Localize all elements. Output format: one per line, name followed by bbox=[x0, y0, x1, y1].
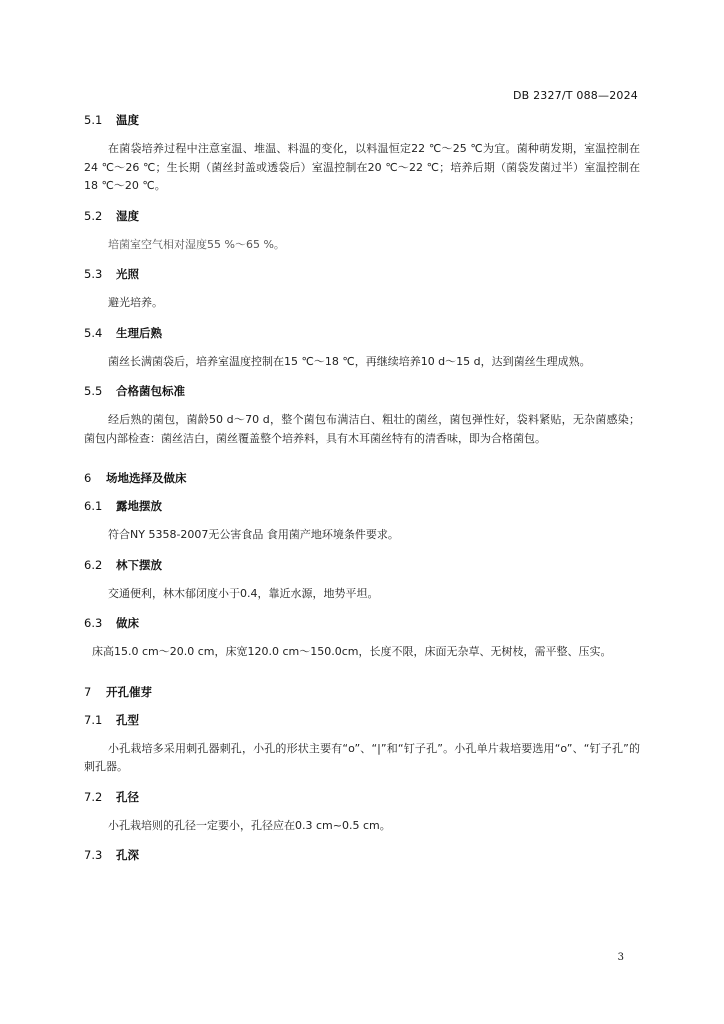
section-number: 7.3 bbox=[84, 848, 103, 862]
section-heading bbox=[84, 325, 640, 341]
section-title: 孔径 bbox=[116, 789, 139, 804]
chapter-number: 6 bbox=[84, 471, 92, 485]
page-number: 3 bbox=[617, 952, 624, 963]
section-paragraph: 在菌袋培养过程中注意室温、堆温、料温的变化，以料温恒定22 ℃～25 ℃为宜。菌种萌发期，室温控制在24 ℃～26 ℃；生长期（菌丝封盖或透袋后）室温控制在20 ℃～22 ℃；培养后期（菌袋发菌过半）室温控制在18 ℃～20 ℃。 bbox=[84, 142, 640, 192]
chapter-heading bbox=[84, 470, 640, 486]
section-title: 温度 bbox=[116, 113, 139, 127]
section-paragraph: 避光培养。 bbox=[108, 296, 163, 309]
chapter-title: 开孔催芽 bbox=[106, 684, 152, 699]
section-number: 7.1 bbox=[84, 712, 103, 727]
section-heading bbox=[84, 712, 640, 728]
section-number: 5.2 bbox=[84, 208, 103, 223]
section-paragraph: 小孔栽培则的孔径一定要小，孔径应在0.3 cm~0.5 cm。 bbox=[108, 818, 391, 832]
section-heading bbox=[84, 615, 640, 631]
section-number: 7.2 bbox=[84, 789, 103, 804]
section-title: 湿度 bbox=[116, 208, 139, 223]
section-paragraph: 经后熟的菌包，菌龄50 d～70 d，整个菌包布满洁白、粗壮的菌丝，菌包弹性好，袋料紧贴，无杂菌感染；菌包内部检查：菌丝洁白，菌丝覆盖整个培养料，具有木耳菌丝特有的清香味，即为合格菌包。 bbox=[84, 413, 640, 445]
section-paragraph: 符合NY 5358-2007无公害食品 食用菌产地环境条件要求。 bbox=[108, 528, 399, 541]
section-heading bbox=[84, 498, 640, 514]
section-heading bbox=[84, 383, 640, 399]
section-number: 5.3 bbox=[84, 267, 103, 281]
section-heading bbox=[84, 208, 640, 224]
section-paragraph: 菌丝长满菌袋后，培养室温度控制在15 ℃～18 ℃，再继续培养10 d～15 d，达到菌丝生理成熟。 bbox=[108, 354, 591, 368]
section-title: 林下摆放 bbox=[116, 557, 162, 572]
section-title: 做床 bbox=[116, 616, 139, 630]
section-paragraph: 小孔栽培多采用刺孔器刺孔，小孔的形状主要有“o”、“|”和“钉子孔”。小孔单片栽培要选用“o”、“钉子孔”的刺孔器。 bbox=[84, 741, 640, 773]
section-paragraph: 床高15.0 cm～20.0 cm，床宽120.0 cm～150.0cm，长度不限，床面无杂草、无树枝，需平整、压实。 bbox=[92, 645, 612, 658]
chapter-heading bbox=[84, 684, 640, 700]
section-heading bbox=[84, 112, 640, 128]
section-number: 6.3 bbox=[84, 616, 103, 630]
section-heading bbox=[84, 266, 640, 282]
section-title: 孔型 bbox=[116, 712, 139, 727]
section-title: 生理后熟 bbox=[116, 325, 162, 340]
section-heading bbox=[84, 557, 640, 573]
document-body bbox=[84, 112, 640, 875]
section-paragraph: 培菌室空气相对湿度55 %～65 %。 bbox=[108, 237, 285, 251]
chapter-title: 场地选择及做床 bbox=[106, 471, 187, 485]
section-title: 露地摆放 bbox=[116, 499, 162, 513]
section-number: 6.1 bbox=[84, 499, 103, 513]
section-number: 5.5 bbox=[84, 384, 103, 398]
document-code: DB 2327/T 088—2024 bbox=[512, 89, 638, 102]
section-paragraph: 交通便利，林木郁闭度小于0.4，靠近水源，地势平坦。 bbox=[108, 586, 379, 600]
chapter-number: 7 bbox=[84, 684, 92, 699]
section-number: 6.2 bbox=[84, 557, 103, 572]
section-number: 5.1 bbox=[84, 113, 103, 127]
section-title: 光照 bbox=[116, 267, 139, 281]
section-heading bbox=[84, 789, 640, 805]
section-number: 5.4 bbox=[84, 325, 103, 340]
section-title: 合格菌包标准 bbox=[116, 384, 185, 398]
section-title: 孔深 bbox=[116, 848, 139, 862]
section-heading bbox=[84, 847, 640, 863]
